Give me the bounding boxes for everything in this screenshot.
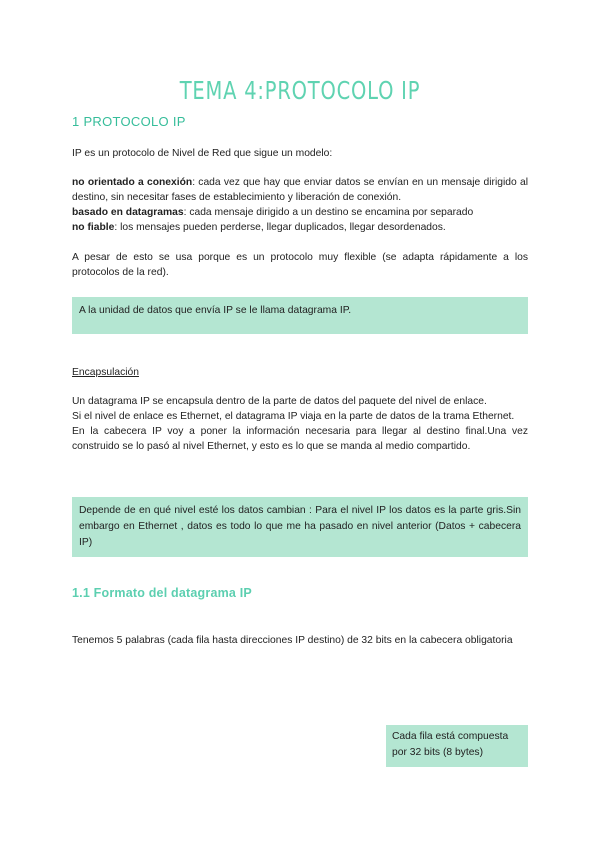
callout-box-levels <box>72 497 528 557</box>
definition-unreliable <box>72 222 446 233</box>
definition-text: : cada vez que hay que enviar datos se envían en un mensaje dirigido al destino, sin necesitar fases de establecimiento y liberación de conexión. <box>72 177 528 203</box>
note-line: por 32 bits (8 bytes) <box>392 747 483 758</box>
note-box-row-size <box>386 725 528 767</box>
encapsulation-heading-text: Encapsulación <box>72 367 139 378</box>
note-line: Cada fila está compuesta <box>392 731 509 742</box>
callout-text: Depende de en qué nivel esté los datos cambian : Para el nivel IP los datos es la parte gris.Sin embargo en Ethernet , datos es todo lo que me ha pasado en nivel anterior (Datos + cabecera IP) <box>79 505 521 548</box>
document-title: TEMA 4:PROTOCOLO IP <box>179 76 421 105</box>
encapsulation-line: En la cabecera IP voy a poner la información necesaria para llegar al destino final.Una vez construido se lo pasó al nivel Ethernet, y esto es lo que se manda al medio compartido. <box>72 426 528 452</box>
definition-connectionless <box>72 177 528 203</box>
encapsulation-paragraph <box>72 394 528 454</box>
definition-term: no fiable <box>72 222 115 233</box>
encapsulation-heading <box>72 365 528 380</box>
format-paragraph: Tenemos 5 palabras (cada fila hasta direcciones IP destino) de 32 bits en la cabecera obligatoria <box>72 635 513 646</box>
section-heading-protocolo-ip: 1 PROTOCOLO IP <box>72 114 186 129</box>
subsection-heading-formato: 1.1 Formato del datagrama IP <box>72 586 252 600</box>
definitions-paragraph <box>72 175 528 235</box>
callout-box-datagram <box>72 297 528 334</box>
intro-paragraph: IP es un protocolo de Nivel de Red que sigue un modelo: <box>72 148 333 159</box>
definition-text: : cada mensaje dirigido a un destino se encamina por separado <box>183 207 474 218</box>
definition-text: : los mensajes pueden perderse, llegar duplicados, llegar desordenados. <box>114 222 446 233</box>
flexibility-paragraph: A pesar de esto se usa porque es un protocolo muy flexible (se adapta rápidamente a los protocolos de la red). <box>72 252 528 278</box>
encapsulation-line: Si el nivel de enlace es Ethernet, el datagrama IP viaja en la parte de datos de la trama Ethernet. <box>72 411 515 422</box>
definition-term: no orientado a conexión <box>72 177 193 188</box>
definition-term: basado en datagramas <box>72 207 184 218</box>
definition-datagram <box>72 207 473 218</box>
encapsulation-line: Un datagrama IP se encapsula dentro de la parte de datos del paquete del nivel de enlace. <box>72 396 487 407</box>
callout-text: A la unidad de datos que envía IP se le llama datagrama IP. <box>79 305 352 316</box>
